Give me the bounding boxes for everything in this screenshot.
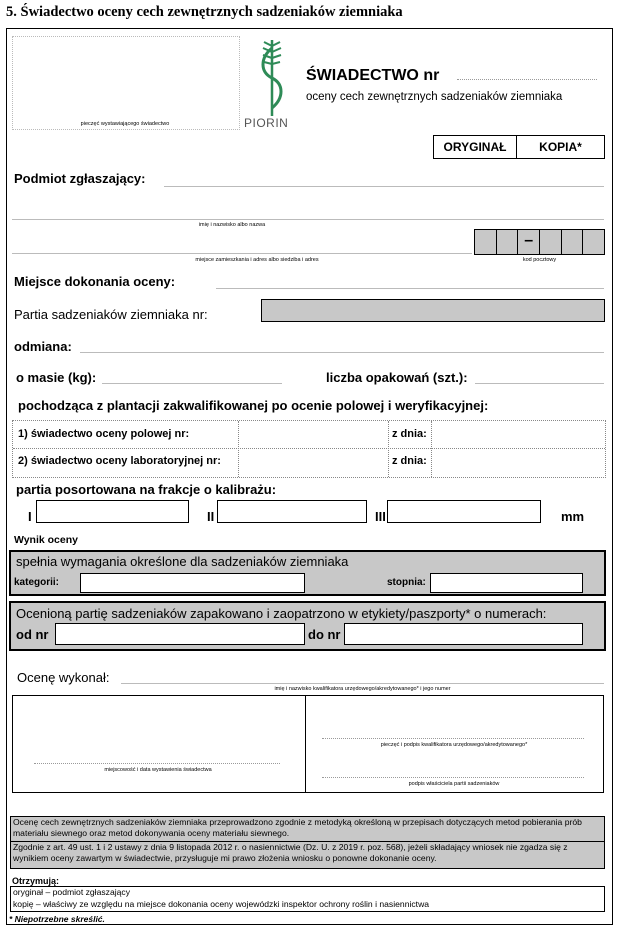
signature-caption: pieczęć i podpis kwalifikatora urzędowego/akredytowanego* <box>380 742 528 748</box>
to-number-field[interactable] <box>344 623 583 645</box>
owner-signature-field[interactable] <box>322 777 584 778</box>
copy-label: KOPIA* <box>539 140 582 154</box>
from-number-field[interactable] <box>55 623 305 645</box>
packages-field[interactable] <box>475 383 604 384</box>
submitter-field-line-2[interactable] <box>12 219 604 220</box>
fraction-3-field[interactable] <box>387 500 541 523</box>
lab-cert-date-field[interactable] <box>431 448 603 475</box>
place-date-field[interactable] <box>34 763 280 764</box>
address-field-line[interactable] <box>12 253 472 254</box>
variety-field[interactable] <box>80 352 604 353</box>
grade-label: stopnia: <box>387 577 426 588</box>
place-date-caption: miejscowość i data wystawienia świadectwa <box>104 767 212 773</box>
lot-label: Partia sadzeniaków ziemniaka nr: <box>14 307 208 322</box>
place-field[interactable] <box>216 288 604 289</box>
owner-signature-caption: podpis właściciela partii sadzeniaków <box>408 781 500 787</box>
result-label: Wynik oceny <box>14 534 78 546</box>
field-cert-label: 1) świadectwo oceny polowej nr: <box>18 428 190 440</box>
postal-caption: kod pocztowy <box>522 257 557 263</box>
note-appeal: Zgodnie z art. 49 ust. 1 i 2 ustawy z dnia 9 listopada 2012 r. o nasiennictwie (Dz. U. z 2019 r. poz. 568), jeżeli składający wniosek nie zgadza się z wynikiem oceny zawartym w świadectwie, przysługuje mi prawo złożenia wniosku o ponowne dokonanie oceny. <box>13 842 568 863</box>
address-caption: miejsce zamieszkania i adres albo siedziba i adres <box>195 257 319 263</box>
stamp-caption: pieczęć wystawiającego świadectwo <box>80 121 170 127</box>
submitter-field-line-1[interactable] <box>164 186 604 187</box>
name-caption: imię i nazwisko albo nazwa <box>198 222 266 228</box>
logo-text: PIORIN <box>244 116 289 130</box>
lab-cert-label: 2) świadectwo oceny laboratoryjnej nr: <box>18 455 221 467</box>
assessor-caption: imię i nazwisko kwalifikatora urzędowego/akredytowanego* i jego numer <box>274 686 451 692</box>
postal-digit-box[interactable] <box>474 229 497 255</box>
origin-label: pochodząca z plantacji zakwalifikowanej po ocenie polowej i weryfikacyjnej: <box>18 398 489 413</box>
field-cert-date-field[interactable] <box>431 421 603 447</box>
postal-digit-box[interactable] <box>583 229 605 255</box>
recipient-copy: kopię – właściwy ze względu na miejsce dokonania oceny wojewódzki inspektor ochrony roślin i nasiennictwa <box>13 899 430 909</box>
grade-field[interactable] <box>430 573 583 593</box>
section-title: 5. Świadectwo oceny cech zewnętrznych sadzeniaków ziemniaka <box>6 4 403 20</box>
postal-digit-box[interactable] <box>540 229 562 255</box>
certificate-title: ŚWIADECTWO nr <box>306 67 440 84</box>
certificate-subtitle: oceny cech zewnętrznych sadzeniaków ziemniaka <box>306 91 563 103</box>
submitter-label: Podmiot zgłaszający: <box>14 171 146 186</box>
original-box[interactable] <box>433 135 517 159</box>
postal-digit-box[interactable] <box>497 229 519 255</box>
certificate-number-field[interactable] <box>457 79 597 80</box>
fraction-1-label: I <box>28 509 32 524</box>
variety-label: odmiana: <box>14 339 72 354</box>
footnote: * Niepotrzebne skreślić. <box>9 914 105 924</box>
assessor-signature-field[interactable] <box>322 738 584 739</box>
copy-box[interactable] <box>516 135 605 159</box>
fraction-2-field[interactable] <box>217 500 367 523</box>
calibration-label: partia posortowana na frakcje o kalibrażu: <box>16 482 277 497</box>
fraction-1-field[interactable] <box>36 500 189 523</box>
packed-label: Ocenioną partię sadzeniaków zapakowano i zaopatrzono w etykiety/paszporty* o numerach: <box>16 606 547 621</box>
category-field[interactable] <box>80 573 305 593</box>
to-label: do nr <box>308 627 341 642</box>
place-label: Miejsce dokonania oceny: <box>14 274 176 289</box>
recipients-label: Otrzymują: <box>12 876 60 886</box>
original-label: ORYGINAŁ <box>443 140 507 154</box>
stamp-area <box>12 36 240 130</box>
note-methodology: Ocenę cech zewnętrznych sadzeniaków ziemniaka przeprowadzono zgodnie z metodyką określoną w przepisach dotyczących metod pobierania prób materiału siewnego oraz metod dokonywania oceny materiału siewnego. <box>13 817 582 838</box>
field-cert-date-label: z dnia: <box>392 428 427 440</box>
mass-label: o masie (kg): <box>16 370 97 385</box>
lab-cert-date-label: z dnia: <box>392 455 427 467</box>
lab-cert-number-field[interactable] <box>238 448 388 475</box>
postal-code-boxes[interactable] <box>474 229 605 255</box>
unit-mm: mm <box>561 509 585 524</box>
fraction-3-label: III <box>375 509 386 524</box>
packages-label: liczba opakowań (szt.): <box>326 370 468 385</box>
category-label: kategorii: <box>14 577 60 588</box>
piorin-logo-icon <box>250 38 294 118</box>
requirements-label: spełnia wymagania określone dla sadzeniaków ziemniaka <box>16 554 349 569</box>
from-label: od nr <box>16 627 49 642</box>
recipient-original: oryginał – podmiot zgłaszający <box>13 887 131 897</box>
field-cert-number-field[interactable] <box>238 421 388 447</box>
assessor-label: Ocenę wykonał: <box>17 670 110 685</box>
lot-number-field[interactable] <box>261 299 605 322</box>
fraction-2-label: II <box>207 509 215 524</box>
postal-dash: – <box>518 229 540 255</box>
postal-digit-box[interactable] <box>562 229 584 255</box>
mass-field[interactable] <box>102 383 282 384</box>
assessor-field[interactable] <box>121 683 604 684</box>
